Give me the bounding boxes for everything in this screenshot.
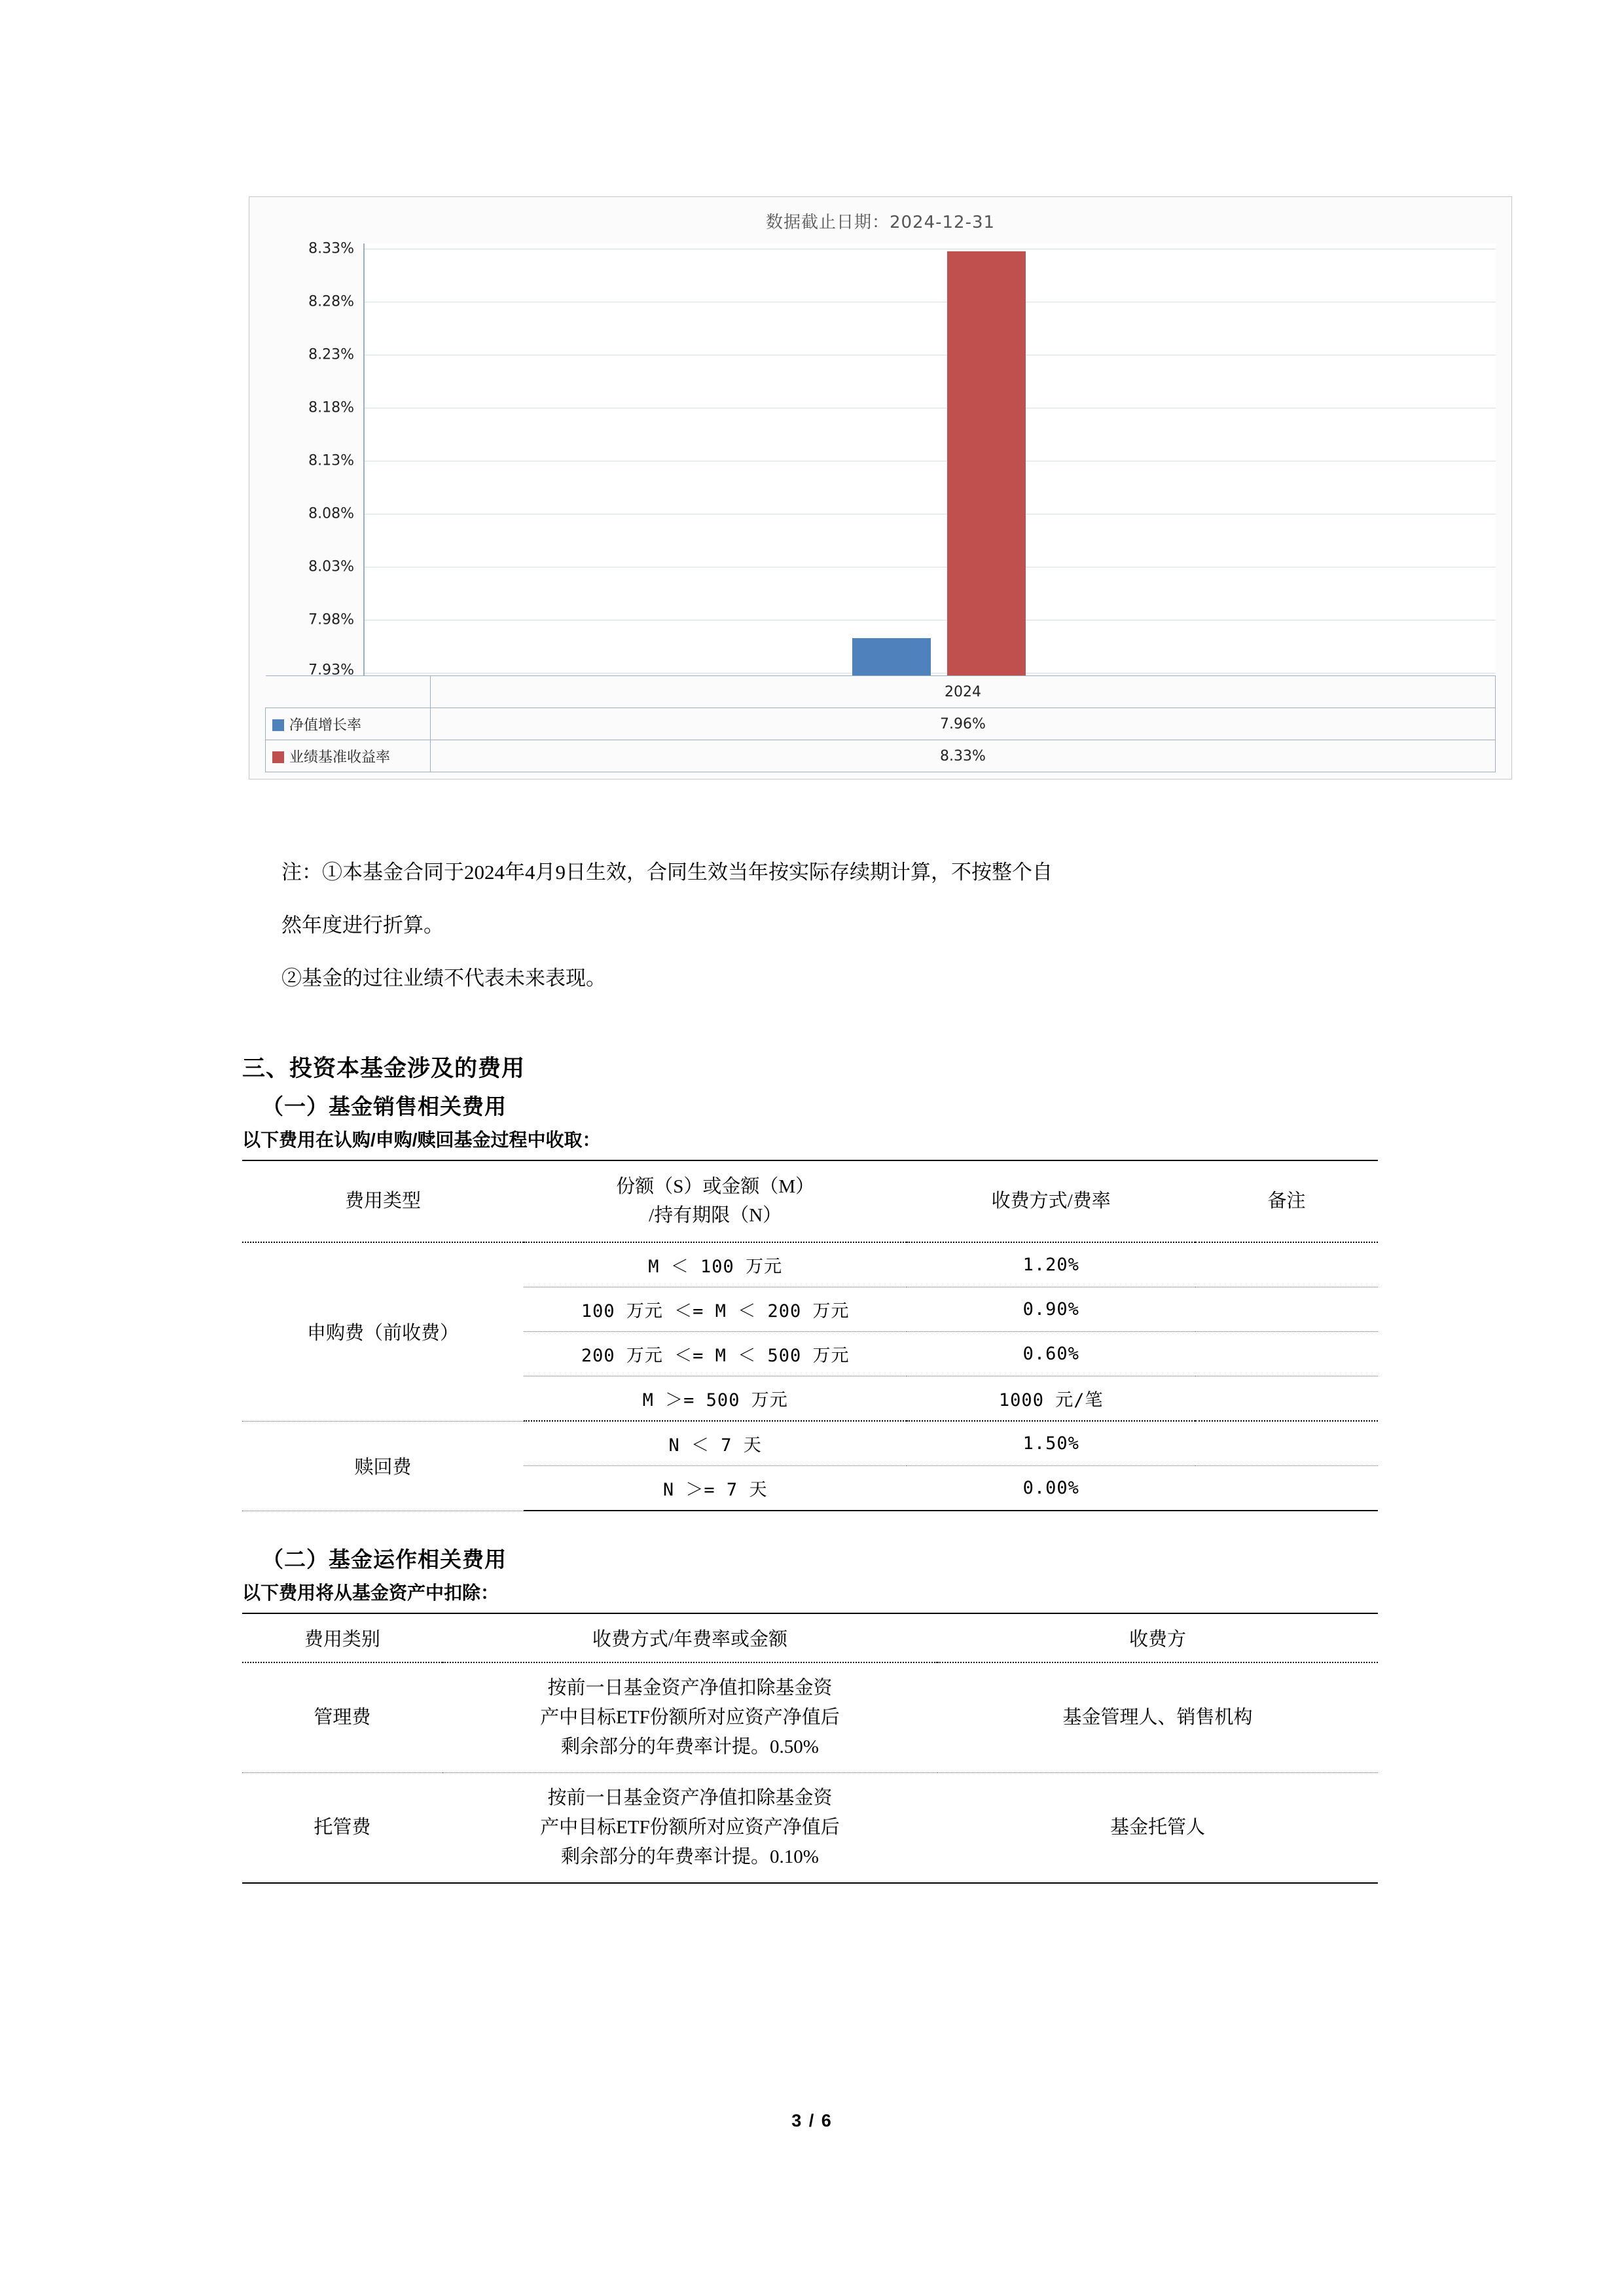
cell-remark-5 [1195, 1466, 1378, 1511]
sales-fee-table [242, 1160, 1378, 1511]
cell-condition-3: M ＞= 500 万元 [524, 1376, 907, 1422]
category-label-2024: 2024 [431, 676, 1496, 708]
note-line-2: 然年度进行折算。 [281, 913, 444, 937]
y-tick-4: 8.13% [308, 452, 354, 469]
table-row [266, 708, 1496, 740]
table-row [242, 1242, 1378, 1287]
cell-rate-3: 1000 元/笔 [907, 1376, 1195, 1422]
y-tick-7: 7.98% [308, 611, 354, 628]
operation-fees-lead: 以下费用将从基金资产中扣除： [242, 1583, 499, 1603]
cell-rate-1: 0.90% [907, 1287, 1195, 1332]
cell-rate-2: 0.60% [907, 1332, 1195, 1376]
cell-condition-5: N ＞= 7 天 [524, 1466, 907, 1511]
cell-method-line2: 产中目标ETF份额所对应资产净值后 [540, 1816, 840, 1838]
cell-category-custody-fee: 托管费 [242, 1772, 442, 1882]
cell-rate-0: 1.20% [907, 1242, 1195, 1287]
chart-canvas [363, 243, 1496, 675]
y-tick-5: 8.08% [308, 505, 354, 522]
note-line-3: ②基金的过往业绩不代表未来表现。 [281, 966, 606, 990]
table-row [242, 1421, 1378, 1466]
col-rate: 收费方式/费率 [907, 1160, 1195, 1242]
col-amount-condition-line1: 份额（S）或金额（M） [616, 1176, 815, 1197]
y-tick-6: 8.03% [308, 558, 354, 575]
legend-benchmark-label: 业绩基准收益率 [289, 749, 391, 766]
cell-rate-4: 1.50% [907, 1421, 1195, 1466]
col-amount-condition [524, 1160, 907, 1242]
note-line-1: 注：①本基金合同于2024年4月9日生效，合同生效当年按实际存续期计算，不按整个自 [281, 861, 1053, 884]
bar-net-growth-2024 [852, 638, 931, 675]
subsection-operation-fees-title: （二）基金运作相关费用 [262, 1547, 507, 1571]
legend-benchmark [266, 740, 431, 772]
page-number: 3 / 6 [791, 2111, 833, 2130]
table-header-row [242, 1613, 1378, 1662]
cell-method-line3: 剩余部分的年费率计提。0.10% [560, 1846, 819, 1867]
chart-plot-area [265, 240, 1496, 679]
cell-method-line1: 按前一日基金资产净值扣除基金资 [547, 1787, 833, 1808]
cell-remark-1 [1195, 1287, 1378, 1332]
legend-swatch-icon [272, 751, 284, 763]
cell-payee-custody-fee: 基金托管人 [937, 1772, 1378, 1882]
cell-condition-2: 200 万元 ＜= M ＜ 500 万元 [524, 1332, 907, 1376]
value-net-growth-2024: 7.96% [431, 708, 1496, 740]
cell-payee-management-fee: 基金管理人、销售机构 [937, 1662, 1378, 1772]
cell-remark-3 [1195, 1376, 1378, 1422]
page-title: 三、投资本基金涉及的费用 [242, 1056, 526, 1081]
col-remark: 备注 [1195, 1160, 1378, 1242]
cell-method-management-fee [442, 1662, 937, 1772]
col-fee-category: 费用类别 [242, 1613, 442, 1662]
cell-condition-1: 100 万元 ＜= M ＜ 200 万元 [524, 1287, 907, 1332]
legend-swatch-icon [272, 719, 284, 731]
bar-benchmark-2024 [947, 251, 1026, 675]
y-tick-2: 8.23% [308, 346, 354, 363]
table-row [266, 740, 1496, 772]
subsection-sales-fees-title: （一）基金销售相关费用 [262, 1094, 507, 1119]
cell-method-line1: 按前一日基金资产净值扣除基金资 [547, 1677, 833, 1698]
y-tick-8: 7.93% [308, 662, 354, 679]
col-amount-condition-line2: /持有期限（N） [649, 1204, 782, 1226]
chart-y-axis [265, 240, 363, 679]
cell-fee-type-redemption: 赎回费 [242, 1421, 524, 1511]
col-payee: 收费方 [937, 1613, 1378, 1662]
chart-notes [242, 853, 1434, 1013]
chart-legend-table [265, 675, 1496, 772]
y-tick-0: 8.33% [308, 240, 354, 257]
y-tick-3: 8.18% [308, 399, 354, 416]
chart-title: 数据截止日期：2024-12-31 [765, 213, 996, 232]
legend-corner-cell [266, 676, 431, 708]
col-fee-method: 收费方式/年费率或金额 [442, 1613, 937, 1662]
operation-fee-table [242, 1613, 1378, 1884]
cell-method-line3: 剩余部分的年费率计提。0.50% [560, 1736, 819, 1757]
cell-remark-4 [1195, 1421, 1378, 1466]
cell-remark-0 [1195, 1242, 1378, 1287]
col-fee-type: 费用类型 [242, 1160, 524, 1242]
table-header-row [242, 1160, 1378, 1242]
cell-category-management-fee: 管理费 [242, 1662, 442, 1772]
sales-fees-lead: 以下费用在认购/申购/赎回基金过程中收取： [242, 1130, 601, 1150]
section-fees [242, 1050, 1394, 1884]
y-tick-1: 8.28% [308, 293, 354, 310]
cell-method-custody-fee [442, 1772, 937, 1882]
cell-method-line2: 产中目标ETF份额所对应资产净值后 [540, 1706, 840, 1728]
table-row [242, 1662, 1378, 1772]
cell-remark-2 [1195, 1332, 1378, 1376]
legend-net-growth-label: 净值增长率 [289, 717, 362, 734]
cell-fee-type-subscription: 申购费（前收费） [242, 1242, 524, 1421]
cell-condition-4: N ＜ 7 天 [524, 1421, 907, 1466]
value-benchmark-2024: 8.33% [431, 740, 1496, 772]
table-row [266, 676, 1496, 708]
performance-chart [249, 196, 1512, 780]
legend-net-growth [266, 708, 431, 740]
cell-condition-0: M ＜ 100 万元 [524, 1242, 907, 1287]
table-row [242, 1772, 1378, 1882]
cell-rate-5: 0.00% [907, 1466, 1195, 1511]
